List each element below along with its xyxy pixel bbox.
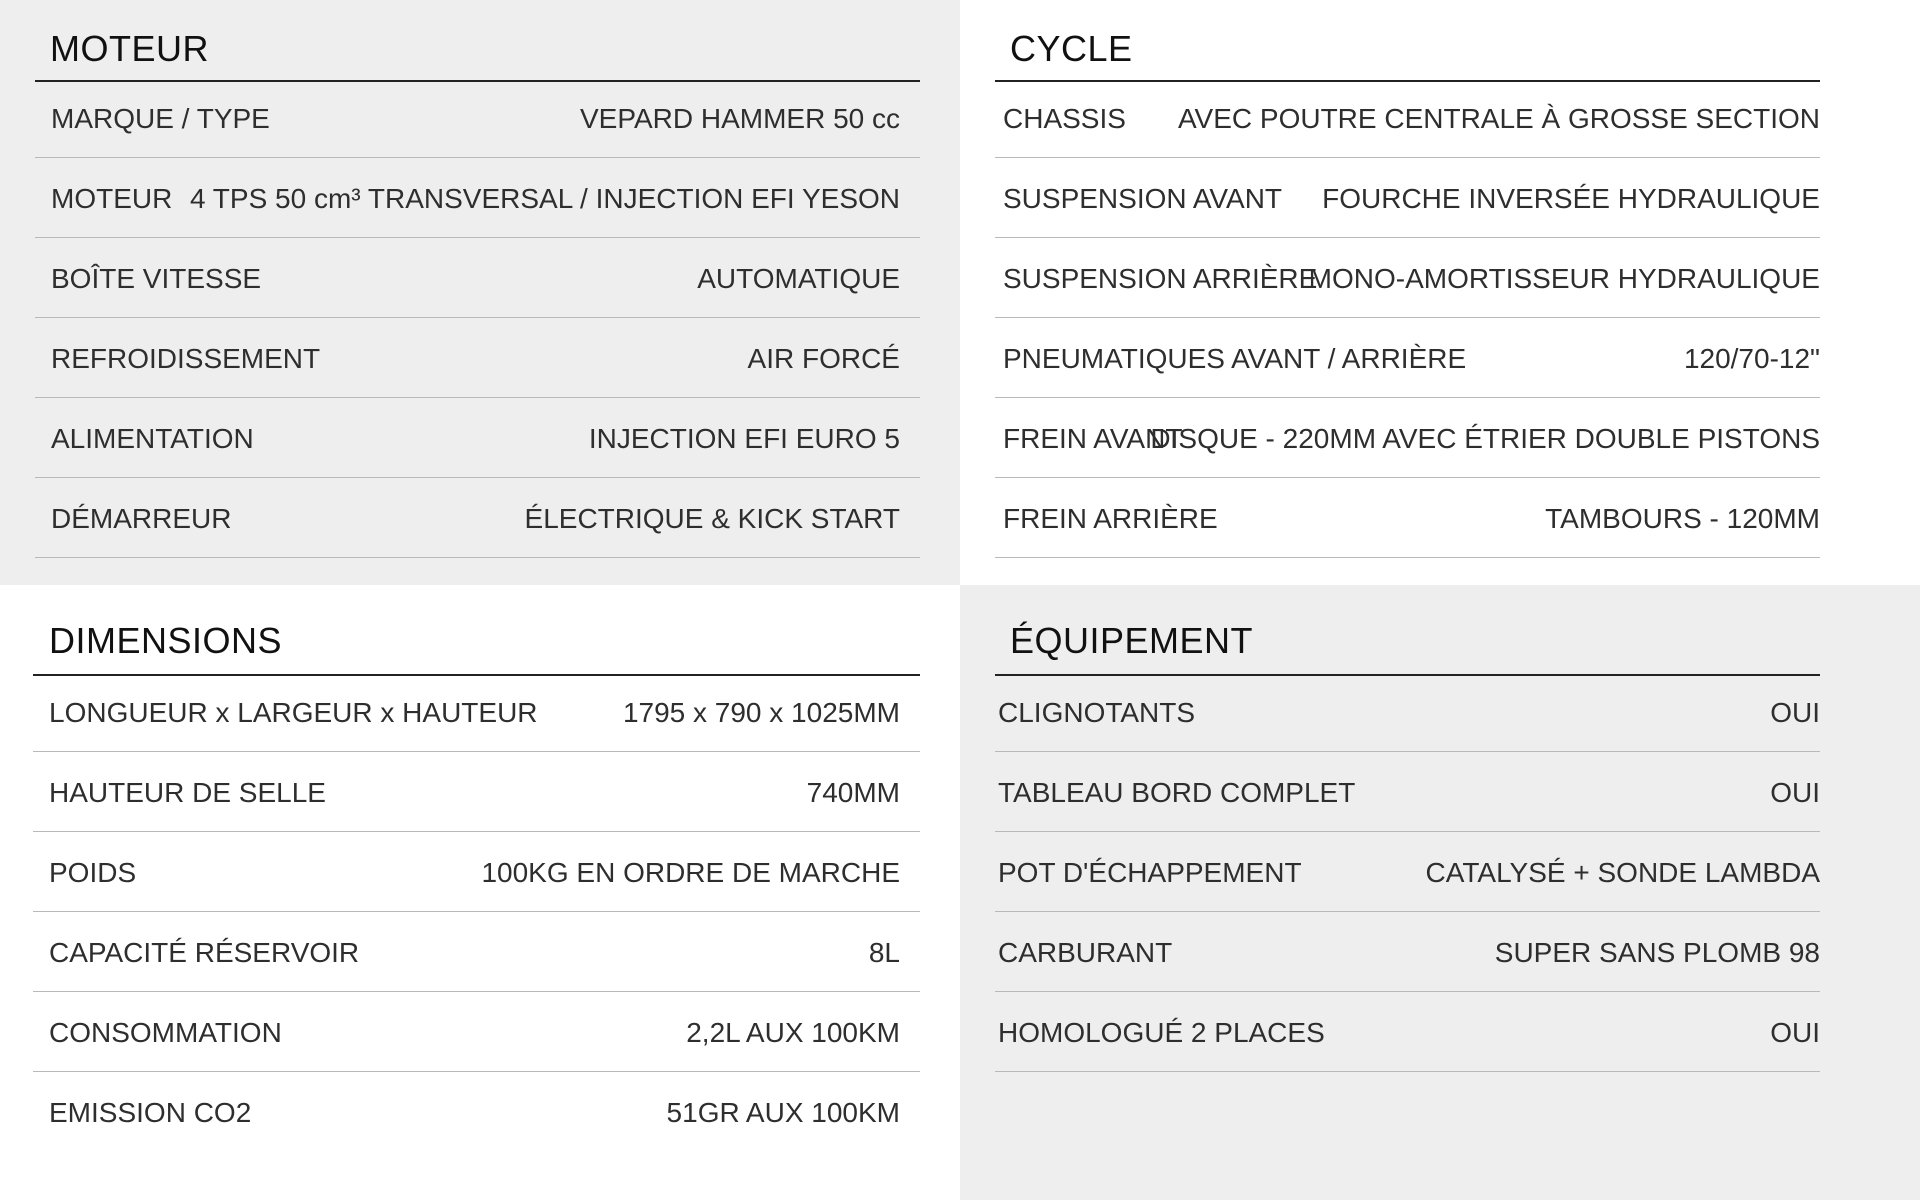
spec-row [33, 752, 920, 832]
section-dimensions [0, 585, 960, 1200]
spec-row [35, 158, 920, 238]
spec-value: ÉLECTRIQUE & KICK START [524, 503, 900, 534]
section-title: MOTEUR [50, 28, 209, 69]
spec-value: FOURCHE INVERSÉE HYDRAULIQUE [1322, 183, 1820, 214]
spec-row [995, 672, 1820, 752]
spec-value: 120/70-12" [1683, 343, 1820, 374]
spec-label: LONGUEUR x LARGEUR x HAUTEUR [49, 697, 538, 728]
section-moteur [0, 0, 960, 585]
spec-label: FREIN ARRIÈRE [1003, 503, 1218, 534]
spec-label: HAUTEUR DE SELLE [49, 777, 326, 808]
spec-label: ALIMENTATION [51, 423, 254, 454]
spec-value: OUI [1770, 777, 1820, 808]
spec-row [33, 672, 920, 752]
spec-row [35, 478, 920, 558]
spec-label: DÉMARREUR [51, 503, 232, 534]
spec-value: OUI [1770, 697, 1820, 728]
spec-row [995, 752, 1820, 832]
spec-row [33, 912, 920, 992]
spec-row [995, 478, 1820, 558]
spec-label: POIDS [49, 857, 137, 888]
spec-label: MOTEUR [51, 183, 173, 214]
spec-value: 2,2L AUX 100KM [686, 1017, 900, 1048]
spec-row [33, 1072, 920, 1152]
section-cycle [960, 0, 1920, 585]
spec-value: MONO-AMORTISSEUR HYDRAULIQUE [1308, 263, 1820, 294]
spec-label: POT D'ÉCHAPPEMENT [998, 857, 1302, 888]
spec-value: SUPER SANS PLOMB 98 [1494, 937, 1820, 968]
spec-row [995, 912, 1820, 992]
spec-value: 1795 x 790 x 1025MM [622, 697, 900, 728]
spec-value: DISQUE - 220MM AVEC ÉTRIER DOUBLE PISTONS [1150, 423, 1820, 454]
spec-row [35, 238, 920, 318]
spec-row [35, 398, 920, 478]
spec-value: OUI [1770, 1017, 1820, 1048]
spec-label: SUSPENSION ARRIÈRE [1003, 263, 1318, 294]
spec-row [33, 832, 920, 912]
spec-row [995, 318, 1820, 398]
spec-table [33, 672, 920, 1152]
spec-value: CATALYSÉ + SONDE LAMBDA [1425, 857, 1820, 888]
spec-row [995, 992, 1820, 1072]
spec-value: 8L [868, 937, 900, 968]
spec-row [995, 398, 1820, 478]
spec-row [995, 238, 1820, 318]
section-title: CYCLE [1010, 28, 1133, 69]
spec-label: HOMOLOGUÉ 2 PLACES [998, 1017, 1325, 1048]
spec-row [35, 318, 920, 398]
spec-value: AUTOMATIQUE [697, 263, 900, 294]
spec-label: MARQUE / TYPE [51, 103, 270, 134]
spec-label: PNEUMATIQUES AVANT / ARRIÈRE [1003, 343, 1467, 374]
spec-value: TAMBOURS - 120MM [1545, 503, 1820, 534]
spec-label: FREIN AVANT [1003, 423, 1183, 454]
spec-label: CHASSIS [1003, 103, 1126, 134]
spec-value: 51GR AUX 100KM [666, 1097, 900, 1128]
spec-label: BOÎTE VITESSE [51, 263, 262, 294]
spec-value: AIR FORCÉ [747, 343, 900, 374]
section-title: DIMENSIONS [49, 620, 283, 661]
section-equipement [960, 585, 1920, 1200]
spec-value: 100KG EN ORDRE DE MARCHE [481, 857, 900, 888]
section-title: ÉQUIPEMENT [1010, 620, 1254, 661]
spec-value: INJECTION EFI EURO 5 [588, 423, 900, 454]
spec-row [35, 78, 920, 158]
spec-label: SUSPENSION AVANT [1003, 183, 1283, 214]
spec-label: CAPACITÉ RÉSERVOIR [49, 937, 360, 968]
spec-value: VEPARD HAMMER 50 cc [580, 103, 900, 134]
spec-label: CARBURANT [998, 937, 1173, 968]
spec-label: CLIGNOTANTS [998, 697, 1196, 728]
spec-table [35, 78, 920, 558]
spec-table [995, 78, 1820, 558]
spec-row [995, 158, 1820, 238]
spec-label: REFROIDISSEMENT [51, 343, 321, 374]
spec-value: 740MM [806, 777, 900, 808]
spec-value: AVEC POUTRE CENTRALE À GROSSE SECTION [1177, 103, 1820, 134]
spec-value: 4 TPS 50 cm³ TRANSVERSAL / INJECTION EFI YESON [189, 183, 900, 214]
spec-table [995, 672, 1820, 1072]
spec-row [995, 78, 1820, 158]
spec-label: TABLEAU BORD COMPLET [998, 777, 1356, 808]
spec-label: EMISSION CO2 [49, 1097, 252, 1128]
spec-row [995, 832, 1820, 912]
spec-row [33, 992, 920, 1072]
spec-label: CONSOMMATION [49, 1017, 282, 1048]
